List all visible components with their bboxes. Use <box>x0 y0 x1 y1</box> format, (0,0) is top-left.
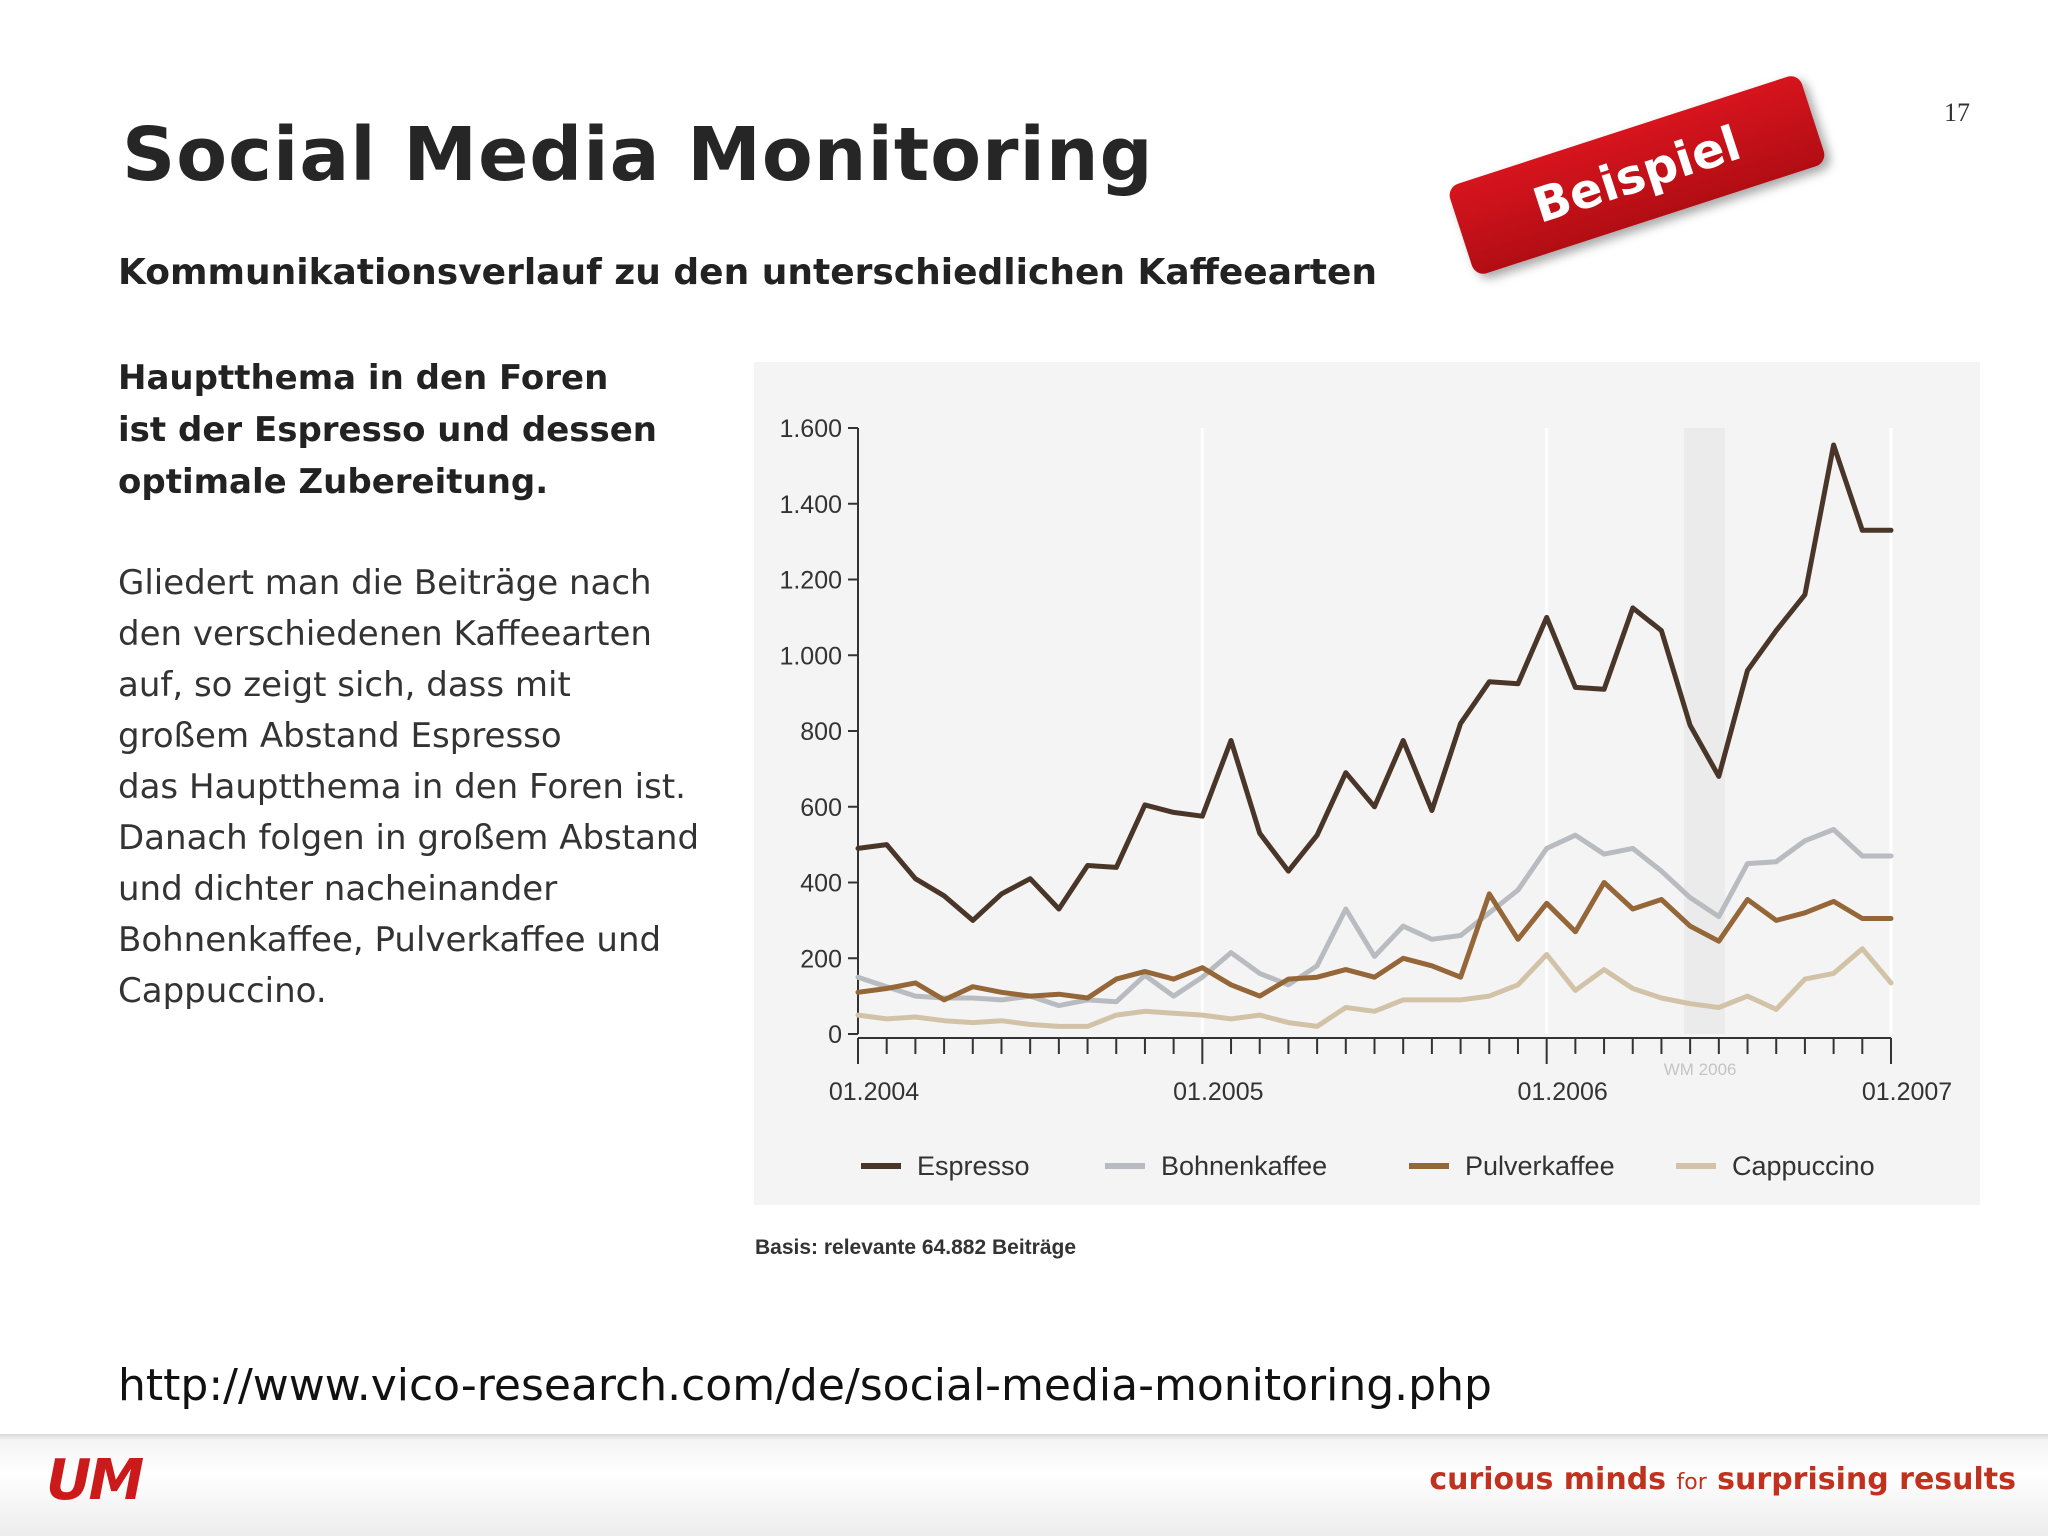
series-line-espresso <box>858 445 1891 920</box>
y-tick-label: 600 <box>800 793 842 822</box>
series-line-cappuccino <box>858 949 1891 1027</box>
body-line: das Hauptthema in den Foren ist. <box>118 767 686 807</box>
body-line: den verschiedenen Kaffeearten <box>118 614 652 654</box>
lead-line: optimale Zubereitung. <box>118 462 549 502</box>
um-logo: UM <box>46 1448 142 1513</box>
body-line: Bohnenkaffee, Pulverkaffee und <box>118 920 662 960</box>
slogan-part: for <box>1676 1470 1707 1495</box>
y-tick-label: 400 <box>800 869 842 898</box>
lead-paragraph <box>118 352 738 508</box>
legend-label: Cappuccino <box>1732 1151 1875 1181</box>
y-tick-label: 1.200 <box>779 566 842 595</box>
chart-panel <box>754 362 1980 1205</box>
x-tick-label: 01.2004 <box>828 1078 920 1106</box>
example-stamp <box>1447 73 1828 277</box>
y-tick-label: 800 <box>800 718 842 746</box>
legend-label: Pulverkaffee <box>1465 1151 1615 1181</box>
legend-label: Espresso <box>917 1151 1030 1181</box>
slide-title: Social Media Monitoring <box>122 112 1154 198</box>
slogan-part: surprising results <box>1706 1462 2016 1497</box>
body-paragraph <box>118 558 738 1017</box>
page-number: 17 <box>1944 98 1970 127</box>
lead-line: ist der Espresso und dessen <box>118 410 658 450</box>
slogan-part: curious minds <box>1429 1462 1677 1497</box>
example-stamp-label: Beispiel <box>1526 115 1748 235</box>
body-line: Danach folgen in großem Abstand <box>118 818 700 858</box>
y-tick-label: 200 <box>800 945 842 974</box>
body-line: Cappuccino. <box>118 971 327 1011</box>
y-tick-label: 1.400 <box>779 490 842 519</box>
wm-2006-annotation: WM 2006 <box>1663 1060 1737 1079</box>
y-tick-label: 1.000 <box>779 642 842 671</box>
slogan <box>1429 1462 2016 1497</box>
legend-label: Bohnenkaffee <box>1161 1151 1328 1181</box>
source-url-link[interactable]: http://www.vico-research.com/de/social-media-monitoring.php <box>118 1360 1492 1411</box>
body-line: großem Abstand Espresso <box>118 716 562 756</box>
x-tick-label: 01.2007 <box>1861 1078 1953 1106</box>
y-tick-label: 0 <box>828 1021 842 1049</box>
lead-line: Hauptthema in den Foren <box>118 358 609 398</box>
slide-subtitle: Kommunikationsverlauf zu den unterschiedlichen Kaffeearten <box>118 252 1378 293</box>
chart-source-note: Basis: relevante 64.882 Beiträge <box>755 1236 1077 1259</box>
x-tick-label: 01.2005 <box>1173 1078 1264 1106</box>
y-tick-label: 1.600 <box>779 415 842 443</box>
body-line: und dichter nacheinander <box>118 869 558 909</box>
body-line: Gliedert man die Beiträge nach <box>118 563 652 603</box>
series-line-pulverkaffee <box>858 883 1891 1000</box>
x-tick-label: 01.2006 <box>1517 1078 1608 1106</box>
body-line: auf, so zeigt sich, dass mit <box>118 665 571 705</box>
line-chart <box>754 362 1980 1205</box>
